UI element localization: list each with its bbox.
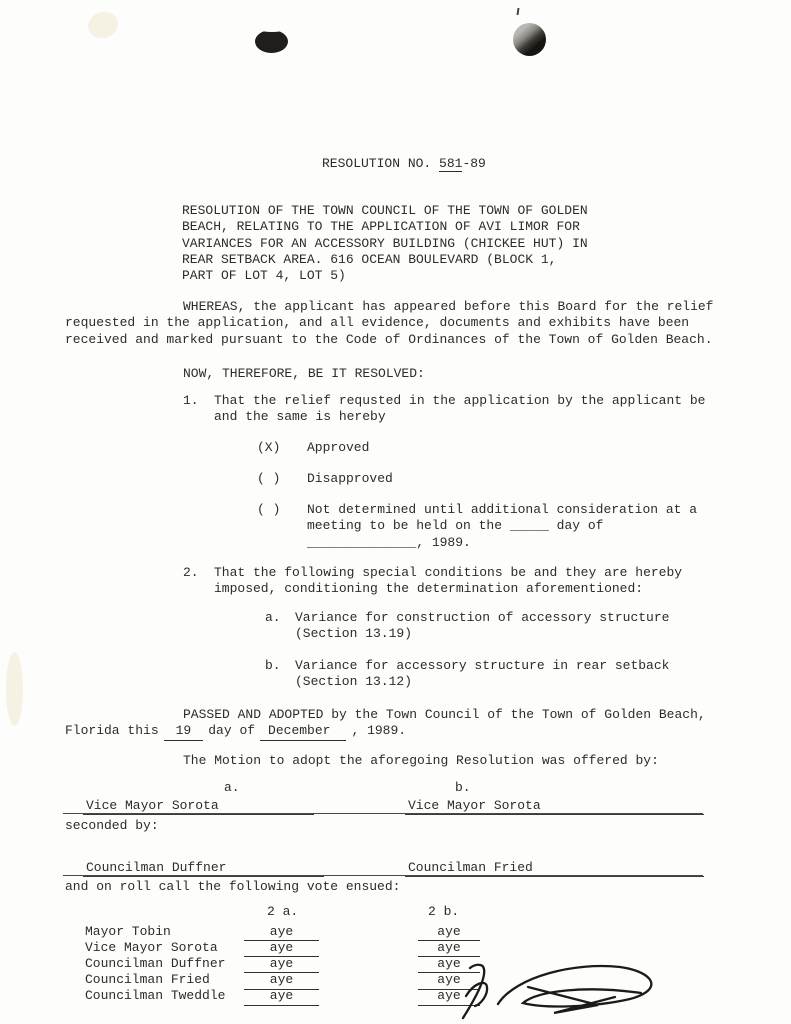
seconded-name-a: Councilman Duffner: [83, 860, 324, 877]
caption-line: RESOLUTION OF THE TOWN COUNCIL OF THE TOWN OF GOLDEN: [182, 203, 588, 218]
binder-hole-mark-right: [513, 23, 546, 56]
subitem-b-marker: b.: [265, 658, 281, 673]
item-1-line: That the relief requsted in the application by the applicant be: [214, 393, 706, 408]
caption-line: BEACH, RELATING TO THE APPLICATION OF AVI LIMOR FOR: [182, 219, 580, 235]
item-2-body: [214, 565, 682, 598]
caption-line: PART OF LOT 4, LOT 5): [182, 268, 346, 284]
option-approved: [257, 440, 369, 456]
passed-day-blank: 19: [164, 723, 204, 740]
subitem-a-line: Variance for construction of accessory structure: [295, 610, 670, 625]
vote-member-name: Mayor Tobin: [85, 924, 171, 939]
subitem-a: [265, 610, 745, 643]
vote-value-2b: aye: [418, 940, 480, 957]
column-header-a: a.: [224, 780, 240, 795]
subitem-a-body: [295, 610, 669, 643]
whereas-line: received and marked pursuant to the Code of Ordinances of the Town of Golden Beach.: [65, 331, 713, 347]
item-1-body: [214, 393, 705, 426]
scan-tick-mark: [517, 8, 520, 15]
option-not-determined-checkbox: ( ): [257, 502, 281, 517]
rollcall-line: and on roll call the following vote ensued:: [65, 879, 401, 894]
vote-value-2a: aye: [244, 940, 319, 957]
whereas-line: requested in the application, and all evidence, documents and exhibits have been: [65, 315, 690, 331]
passed-pre-text: Florida this: [65, 723, 159, 739]
paper-smudge-left: [6, 652, 23, 726]
passed-mid-text: day of: [208, 723, 256, 739]
seconded-row-rule: [63, 875, 703, 876]
passed-month-blank: December: [260, 723, 346, 740]
vote-value-2b: aye: [418, 988, 480, 1005]
resolution-title: [322, 156, 486, 172]
item-2-number: 2.: [183, 565, 199, 580]
binder-hole-bite: [254, 28, 290, 32]
resolution-title-suffix: -89: [462, 156, 486, 171]
handwritten-signature: [444, 960, 684, 1022]
offered-row-rule: [63, 813, 703, 814]
option-approved-checkbox: (X): [257, 440, 281, 455]
option-disapproved-label: Disapproved: [307, 471, 393, 486]
item-1-line: and the same is hereby: [214, 409, 386, 425]
option-not-determined-line: Not determined until additional consideration at a: [307, 502, 698, 517]
seconded-name-b: Councilman Fried: [405, 860, 704, 877]
resolution-number: 581: [439, 156, 463, 171]
seconded-label: seconded by:: [65, 818, 159, 833]
vote-value-2b: aye: [418, 956, 480, 973]
vote-value-2a: aye: [244, 924, 319, 941]
caption-line: VARIANCES FOR AN ACCESSORY BUILDING (CHICKEE HUT) IN: [182, 235, 588, 251]
vote-value-2b: aye: [418, 924, 480, 941]
option-approved-label: Approved: [307, 440, 370, 455]
item-2-line: imposed, conditioning the determination aforementioned:: [214, 581, 644, 597]
passed-post-text: , 1989.: [351, 723, 407, 739]
vote-value-2b: aye: [418, 972, 480, 989]
vote-member-name: Vice Mayor Sorota: [85, 940, 218, 956]
option-disapproved-checkbox: ( ): [257, 471, 281, 486]
passed-adopted-paragraph: [65, 707, 706, 741]
vote-value-2a: aye: [244, 972, 319, 989]
subitem-a-marker: a.: [265, 610, 281, 625]
motion-line: The Motion to adopt the aforegoing Resolution was offered by:: [183, 753, 659, 768]
offered-name-b: Vice Mayor Sorota: [405, 798, 704, 815]
subitem-b-line: (Section 13.12): [295, 674, 413, 690]
resolution-caption: [182, 203, 588, 284]
item-1: [183, 393, 723, 426]
resolution-title-prefix: RESOLUTION NO.: [322, 156, 440, 171]
vote-value-2a: aye: [244, 956, 319, 973]
option-not-determined-line: meeting to be held on the _____ day of: [307, 518, 604, 534]
vote-header-2b: 2 b.: [428, 904, 460, 919]
vote-member-name: Councilman Duffner: [85, 956, 226, 972]
caption-line: REAR SETBACK AREA. 616 OCEAN BOULEVARD (BLOCK 1,: [182, 251, 557, 267]
vote-row: [85, 924, 565, 940]
whereas-line: WHEREAS, the applicant has appeared before this Board for the relief: [183, 299, 714, 314]
option-disapproved: [257, 471, 393, 487]
option-not-determined: [257, 502, 727, 551]
subitem-a-line: (Section 13.19): [295, 626, 413, 642]
subitem-b-body: [295, 658, 669, 691]
passed-line-1: PASSED AND ADOPTED by the Town Council of the Town of Golden Beach,: [183, 707, 706, 722]
subitem-b-line: Variance for accessory structure in rear setback: [295, 658, 670, 673]
vote-member-name: Councilman Fried: [85, 972, 210, 988]
vote-member-name: Councilman Tweddle: [85, 988, 226, 1004]
vote-value-2a: aye: [244, 988, 319, 1005]
vote-header-2a: 2 a.: [267, 904, 299, 919]
binder-hole-blob: [255, 30, 288, 53]
option-not-determined-body: [307, 502, 697, 551]
vote-row: [85, 940, 565, 956]
item-2-line: That the following special conditions be and they are hereby: [214, 565, 683, 580]
passed-line-2: [65, 723, 706, 740]
subitem-b: [265, 658, 745, 691]
resolved-heading: NOW, THEREFORE, BE IT RESOLVED:: [183, 366, 425, 381]
item-2: [183, 565, 723, 598]
offered-name-a: Vice Mayor Sorota: [83, 798, 314, 815]
paper-smudge-top: [84, 8, 121, 43]
column-header-b: b.: [455, 780, 471, 795]
item-1-number: 1.: [183, 393, 199, 408]
binder-hole-mark-left: [254, 28, 290, 55]
option-not-determined-line: ______________, 1989.: [307, 534, 471, 550]
whereas-paragraph: [65, 299, 714, 348]
